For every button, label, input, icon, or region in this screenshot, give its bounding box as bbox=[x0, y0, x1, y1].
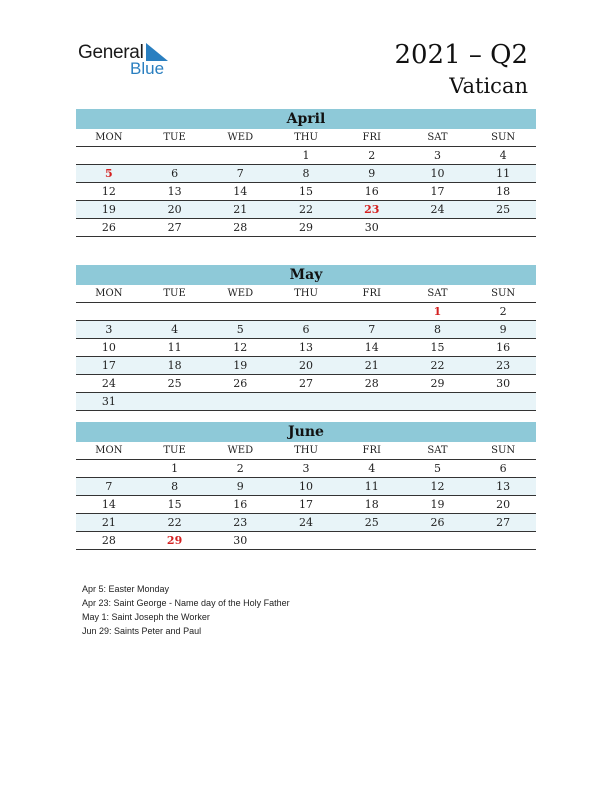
day-cell: 20 bbox=[496, 498, 511, 511]
day-cell: 15 bbox=[299, 185, 314, 198]
day-cell: 7 bbox=[236, 167, 244, 180]
weekday-label: MON bbox=[95, 132, 123, 143]
month-header: May bbox=[76, 265, 536, 285]
day-cell: 8 bbox=[302, 167, 310, 180]
weekday-label: THU bbox=[294, 288, 318, 299]
weekday-label: SAT bbox=[427, 132, 448, 143]
day-cell: 10 bbox=[430, 167, 445, 180]
day-cell: 9 bbox=[236, 480, 244, 493]
week-row bbox=[76, 183, 536, 201]
day-cell: 27 bbox=[496, 516, 511, 529]
week-row bbox=[76, 375, 536, 393]
holiday-day-cell: 5 bbox=[105, 167, 113, 180]
day-cell: 21 bbox=[233, 203, 248, 216]
day-cell: 18 bbox=[364, 498, 379, 511]
day-cell: 24 bbox=[299, 516, 314, 529]
day-cell: 3 bbox=[302, 462, 310, 475]
day-cell: 22 bbox=[167, 516, 182, 529]
day-cell: 27 bbox=[299, 377, 314, 390]
day-cell: 4 bbox=[368, 462, 376, 475]
day-cell: 30 bbox=[496, 377, 511, 390]
day-cell: 8 bbox=[433, 323, 441, 336]
day-cell bbox=[142, 147, 208, 164]
day-cell: 4 bbox=[499, 149, 507, 162]
week-row bbox=[76, 303, 536, 321]
day-cell: 9 bbox=[499, 323, 507, 336]
day-cell bbox=[76, 303, 142, 320]
weekday-label: SAT bbox=[427, 445, 448, 456]
day-cell: 27 bbox=[167, 221, 182, 234]
day-cell: 5 bbox=[433, 462, 441, 475]
day-cell: 17 bbox=[101, 359, 116, 372]
holiday-note: Apr 23: Saint George - Name day of the Holy Father bbox=[82, 598, 290, 608]
week-row bbox=[76, 393, 536, 411]
day-cell: 12 bbox=[233, 341, 248, 354]
month-june bbox=[76, 422, 536, 550]
day-cell: 14 bbox=[364, 341, 379, 354]
day-cell: 22 bbox=[299, 203, 314, 216]
day-cell bbox=[142, 303, 208, 320]
day-cell: 30 bbox=[364, 221, 379, 234]
weekday-header-row bbox=[76, 442, 536, 460]
weekday-label: FRI bbox=[362, 445, 381, 456]
month-header: June bbox=[76, 422, 536, 442]
weekday-label: FRI bbox=[362, 288, 381, 299]
day-cell: 13 bbox=[496, 480, 511, 493]
day-cell: 15 bbox=[430, 341, 445, 354]
weekday-label: WED bbox=[227, 445, 254, 456]
day-cell: 26 bbox=[101, 221, 116, 234]
day-cell: 25 bbox=[496, 203, 511, 216]
day-cell: 22 bbox=[430, 359, 445, 372]
week-row bbox=[76, 496, 536, 514]
day-cell: 3 bbox=[433, 149, 441, 162]
day-cell: 19 bbox=[233, 359, 248, 372]
weekday-label: THU bbox=[294, 132, 318, 143]
day-cell: 20 bbox=[167, 203, 182, 216]
month-april bbox=[76, 109, 536, 237]
week-row bbox=[76, 478, 536, 496]
day-cell: 25 bbox=[167, 377, 182, 390]
weekday-label: WED bbox=[227, 288, 254, 299]
holiday-note: Jun 29: Saints Peter and Paul bbox=[82, 626, 202, 636]
day-cell: 16 bbox=[496, 341, 511, 354]
day-cell bbox=[339, 303, 405, 320]
day-cell: 23 bbox=[496, 359, 511, 372]
day-cell: 11 bbox=[167, 341, 182, 354]
day-cell: 14 bbox=[101, 498, 116, 511]
day-cell: 29 bbox=[430, 377, 445, 390]
weekday-header-row bbox=[76, 285, 536, 303]
day-cell bbox=[470, 219, 536, 236]
day-cell bbox=[405, 532, 471, 549]
day-cell: 6 bbox=[302, 323, 310, 336]
holiday-day-cell: 1 bbox=[433, 305, 442, 318]
weekday-label: SUN bbox=[491, 288, 516, 299]
day-cell: 15 bbox=[167, 498, 182, 511]
day-cell: 17 bbox=[430, 185, 445, 198]
week-row bbox=[76, 147, 536, 165]
day-cell: 7 bbox=[368, 323, 376, 336]
day-cell: 2 bbox=[236, 462, 244, 475]
day-cell bbox=[142, 393, 208, 410]
page-subtitle: Vatican bbox=[449, 74, 528, 98]
day-cell bbox=[339, 532, 405, 549]
day-cell bbox=[405, 393, 471, 410]
day-cell: 21 bbox=[364, 359, 379, 372]
weekday-label: TUE bbox=[163, 445, 186, 456]
day-cell: 25 bbox=[364, 516, 379, 529]
day-cell: 11 bbox=[496, 167, 511, 180]
day-cell bbox=[76, 147, 142, 164]
page-title: 2021 – Q2 bbox=[394, 40, 528, 70]
day-cell: 29 bbox=[299, 221, 314, 234]
logo-blue-text: Blue bbox=[130, 59, 165, 78]
week-row bbox=[76, 532, 536, 550]
month-may bbox=[76, 265, 536, 411]
weekday-label: FRI bbox=[362, 132, 381, 143]
day-cell: 21 bbox=[101, 516, 116, 529]
day-cell: 13 bbox=[167, 185, 182, 198]
day-cell bbox=[273, 393, 339, 410]
day-cell bbox=[207, 147, 273, 164]
day-cell: 2 bbox=[499, 305, 507, 318]
weekday-label: TUE bbox=[163, 132, 186, 143]
day-cell: 24 bbox=[101, 377, 116, 390]
day-cell: 3 bbox=[105, 323, 113, 336]
weekday-label: THU bbox=[294, 445, 318, 456]
day-cell: 24 bbox=[430, 203, 445, 216]
day-cell bbox=[405, 219, 471, 236]
day-cell: 31 bbox=[101, 395, 116, 408]
holiday-day-cell: 29 bbox=[166, 534, 183, 547]
day-cell: 17 bbox=[299, 498, 314, 511]
day-cell: 26 bbox=[233, 377, 248, 390]
weekday-label: TUE bbox=[163, 288, 186, 299]
week-row bbox=[76, 357, 536, 375]
day-cell bbox=[76, 460, 142, 477]
day-cell: 16 bbox=[364, 185, 379, 198]
week-row bbox=[76, 321, 536, 339]
holiday-note: Apr 5: Easter Monday bbox=[82, 584, 170, 594]
day-cell: 4 bbox=[171, 323, 179, 336]
logo bbox=[78, 40, 188, 80]
day-cell: 1 bbox=[171, 462, 179, 475]
day-cell: 16 bbox=[233, 498, 248, 511]
day-cell: 6 bbox=[499, 462, 507, 475]
day-cell: 28 bbox=[233, 221, 248, 234]
day-cell: 28 bbox=[101, 534, 116, 547]
weekday-label: WED bbox=[227, 132, 254, 143]
day-cell: 19 bbox=[430, 498, 445, 511]
week-row bbox=[76, 460, 536, 478]
weekday-label: MON bbox=[95, 288, 123, 299]
day-cell bbox=[273, 532, 339, 549]
logo-general-text: General bbox=[78, 42, 144, 63]
week-row bbox=[76, 339, 536, 357]
day-cell: 13 bbox=[299, 341, 314, 354]
day-cell: 2 bbox=[368, 149, 376, 162]
day-cell: 1 bbox=[302, 149, 310, 162]
day-cell bbox=[207, 393, 273, 410]
day-cell: 9 bbox=[368, 167, 376, 180]
day-cell: 10 bbox=[299, 480, 314, 493]
day-cell: 5 bbox=[236, 323, 244, 336]
day-cell: 10 bbox=[101, 341, 116, 354]
day-cell: 12 bbox=[430, 480, 445, 493]
day-cell: 12 bbox=[101, 185, 116, 198]
weekday-label: SUN bbox=[491, 445, 516, 456]
day-cell: 18 bbox=[496, 185, 511, 198]
day-cell: 18 bbox=[167, 359, 182, 372]
day-cell bbox=[207, 303, 273, 320]
week-row bbox=[76, 201, 536, 219]
holiday-note: May 1: Saint Joseph the Worker bbox=[82, 612, 210, 622]
day-cell: 23 bbox=[233, 516, 248, 529]
day-cell: 19 bbox=[101, 203, 116, 216]
week-row bbox=[76, 165, 536, 183]
day-cell: 11 bbox=[364, 480, 379, 493]
day-cell: 8 bbox=[171, 480, 179, 493]
day-cell bbox=[470, 532, 536, 549]
day-cell bbox=[470, 393, 536, 410]
weekday-label: SAT bbox=[427, 288, 448, 299]
week-row bbox=[76, 219, 536, 237]
day-cell: 20 bbox=[299, 359, 314, 372]
day-cell: 14 bbox=[233, 185, 248, 198]
day-cell: 7 bbox=[105, 480, 113, 493]
day-cell: 30 bbox=[233, 534, 248, 547]
month-header: April bbox=[76, 109, 536, 129]
weekday-label: MON bbox=[95, 445, 123, 456]
day-cell: 26 bbox=[430, 516, 445, 529]
day-cell bbox=[273, 303, 339, 320]
day-cell: 6 bbox=[171, 167, 179, 180]
day-cell: 28 bbox=[364, 377, 379, 390]
holiday-notes bbox=[82, 582, 290, 638]
day-cell bbox=[339, 393, 405, 410]
week-row bbox=[76, 514, 536, 532]
weekday-label: SUN bbox=[491, 132, 516, 143]
holiday-day-cell: 23 bbox=[364, 203, 380, 216]
weekday-header-row bbox=[76, 129, 536, 147]
